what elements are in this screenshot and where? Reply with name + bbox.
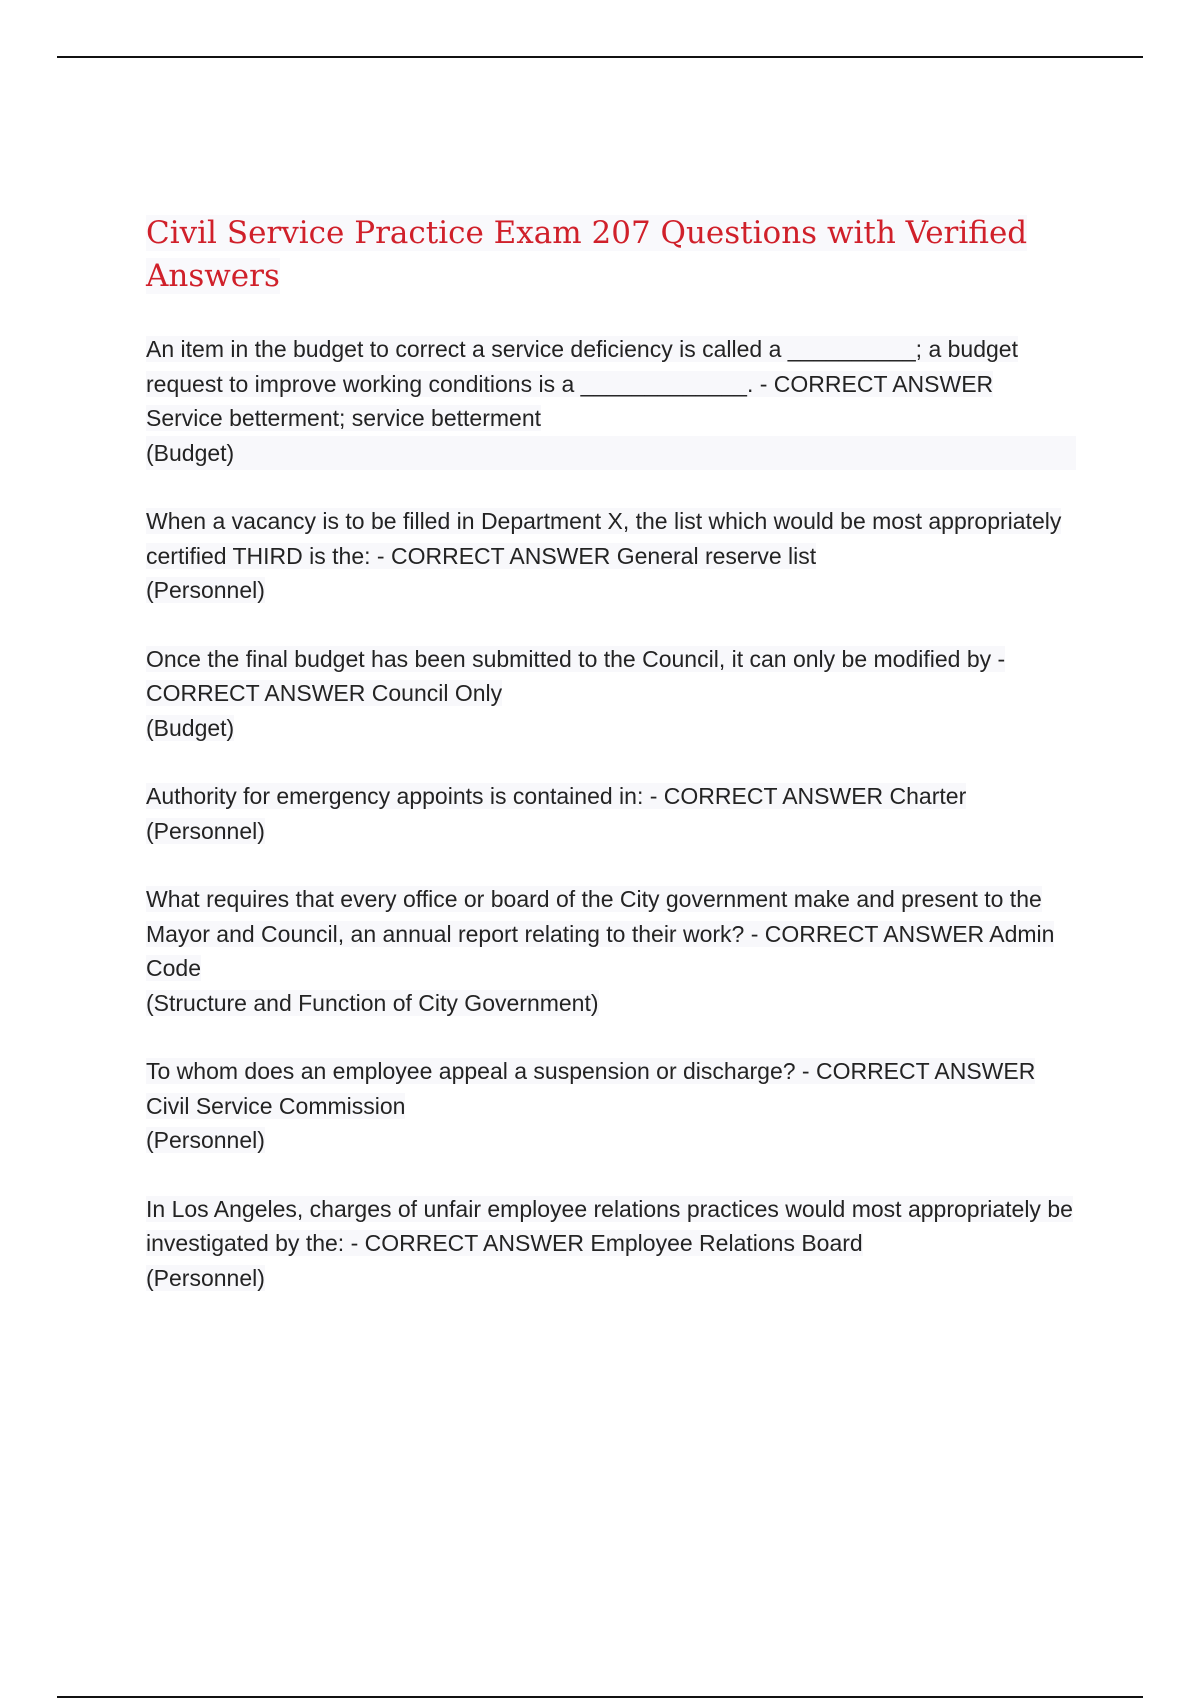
qa-text: Authority for emergency appoints is contained in: - CORRECT ANSWER Charter xyxy=(146,783,967,809)
qa-category xyxy=(146,573,1076,608)
qa-category-label: (Budget) xyxy=(146,714,235,741)
qa-category-label: (Personnel) xyxy=(146,1264,265,1291)
qa-item xyxy=(146,779,1076,848)
document-title: Civil Service Practice Exam 207 Questions with Verified Answers xyxy=(146,215,1028,294)
qa-category xyxy=(146,986,1076,1021)
qa-item xyxy=(146,1192,1076,1296)
qa-category-label: (Personnel) xyxy=(146,1127,265,1153)
qa-category xyxy=(146,1261,1076,1296)
qa-category xyxy=(146,814,1076,849)
title-block xyxy=(146,212,1076,298)
qa-category-label: (Structure and Function of City Government) xyxy=(146,989,599,1016)
header-rule xyxy=(57,56,1143,58)
qa-text: Once the final budget has been submitted to the Council, it can only be modified by - CORRECT ANSWER Council Only xyxy=(146,645,1006,706)
qa-category-label: (Personnel) xyxy=(146,817,265,844)
qa-category xyxy=(146,711,1076,746)
qa-text: To whom does an employee appeal a suspension or discharge? - CORRECT ANSWER Civil Service Commission xyxy=(146,1058,1036,1119)
qa-text: An item in the budget to correct a service deficiency is called a __________; a budget request to improve working conditions is a _____________. - CORRECT ANSWER Service betterment; service betterment xyxy=(146,336,1018,431)
document-body xyxy=(146,212,1076,1329)
qa-item xyxy=(146,1054,1076,1158)
qa-category: (Budget) xyxy=(146,436,1076,471)
footer-rule xyxy=(57,1696,1143,1698)
qa-item xyxy=(146,332,1076,470)
qa-category xyxy=(146,1123,1076,1158)
qa-item xyxy=(146,882,1076,1020)
qa-item xyxy=(146,504,1076,608)
qa-item xyxy=(146,642,1076,746)
qa-text: When a vacancy is to be filled in Department X, the list which would be most appropriately certified THIRD is the: - CORRECT ANSWER General reserve list xyxy=(146,508,1062,569)
qa-text: What requires that every office or board of the City government make and present to the Mayor and Council, an annual report relating to their work? - CORRECT ANSWER Admin Code xyxy=(146,886,1055,981)
qa-category-label: (Personnel) xyxy=(146,577,265,603)
qa-text: In Los Angeles, charges of unfair employee relations practices would most appropriately be investigated by the: - CORRECT ANSWER Employee Relations Board xyxy=(146,1195,1073,1256)
